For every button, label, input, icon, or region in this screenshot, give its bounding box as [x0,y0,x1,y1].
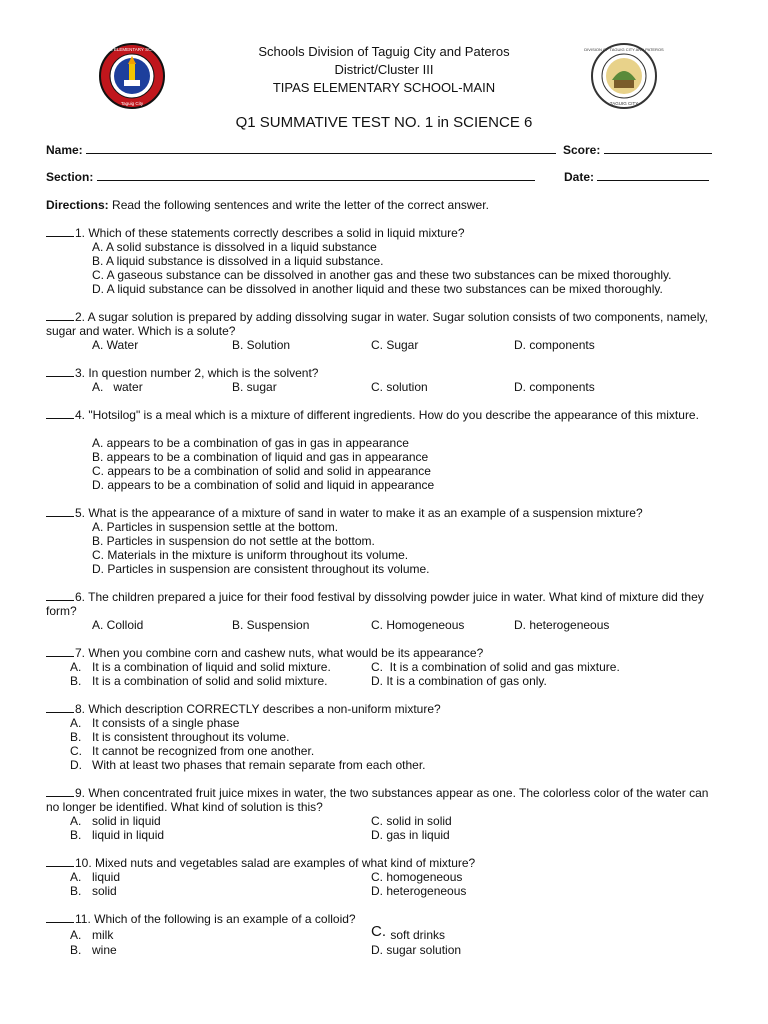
question-text: 10. Mixed nuts and vegetables salad are examples of what kind of mixture? [75,856,476,870]
right-logo-sub: TAGUIG CITY [609,101,639,106]
division-name: Schools Division of Taguig City and Pateros [258,44,510,59]
date-field[interactable] [564,170,709,184]
score-label: Score: [563,143,601,157]
answer-blank-9[interactable] [46,786,74,797]
question-1 [46,226,718,240]
option-3d: D. components [514,380,595,394]
option-10d: D. heterogeneous [371,884,467,898]
directions [46,198,489,212]
answer-blank-11[interactable] [46,912,74,923]
answer-blank-5[interactable] [46,506,74,517]
school-name: TIPAS ELEMENTARY SCHOOL-MAIN [272,80,496,95]
left-logo-text: TIPAS ELEMENTARY SCHOOL [99,47,165,52]
option-11d: D. sugar solution [371,943,462,957]
option-5a: A. Particles in suspension settle at the bottom. [92,520,339,534]
option-4c: C. appears to be a combination of solid and solid in appearance [92,464,431,478]
answer-blank-4[interactable] [46,408,74,419]
option-3b: B. sugar [232,380,277,394]
option-6d: D. heterogeneous [514,618,610,632]
question-7 [46,646,718,660]
answer-blank-2[interactable] [46,310,74,321]
option-8c: It cannot be recognized from one another. [92,744,315,758]
option-1c: C. A gaseous substance can be dissolved in another gas and these two substances can be mixed thoroughly. [92,268,672,282]
option-9c: C. solid in solid [371,814,452,828]
option-4a: A. appears to be a combination of gas in gas in appearance [92,436,409,450]
question-10 [46,856,718,870]
question-8 [46,702,718,716]
right-logo-text: DIVISION OF TAGUIG CITY AND PATEROS [584,47,664,52]
option-7d: D. It is a combination of gas only. [371,674,547,688]
option-8a-letter: A. [70,716,82,730]
answer-blank-1[interactable] [46,226,74,237]
question-2 [46,310,718,338]
option-4b: B. appears to be a combination of liquid and gas in appearance [92,450,429,464]
option-2a: A. Water [92,338,139,352]
option-8a: It consists of a single phase [92,716,240,730]
question-text: 5. What is the appearance of a mixture of sand in water to make it as an example of a suspension mixture? [75,506,643,520]
option-11c-letter: C. [371,923,386,940]
option-3a: A. water [92,380,143,394]
option-5c: C. Materials in the mixture is uniform throughout its volume. [92,548,409,562]
date-blank[interactable] [597,170,709,181]
district-name: District/Cluster III [334,62,434,77]
option-8b-letter: B. [70,730,82,744]
option-9a: solid in liquid [92,814,161,828]
option-4d: D. appears to be a combination of solid and liquid in appearance [92,478,435,492]
directions-text: Read the following sentences and write the letter of the correct answer. [108,198,489,212]
option-7a-letter: A. [70,660,82,674]
question-text: 3. In question number 2, which is the solvent? [75,366,319,380]
section-blank[interactable] [97,170,535,181]
option-11a: milk [92,928,114,942]
option-7b-letter: B. [70,674,82,688]
option-6a: A. Colloid [92,618,144,632]
option-9b: liquid in liquid [92,828,165,842]
option-11a-letter: A. [70,928,82,942]
option-10a: liquid [92,870,121,884]
name-field[interactable] [46,143,556,157]
question-text: 8. Which description CORRECTLY describes a non-uniform mixture? [75,702,441,716]
question-text: 1. Which of these statements correctly describes a solid in liquid mixture? [75,226,465,240]
option-8d: With at least two phases that remain separate from each other. [92,758,426,772]
option-2c: C. Sugar [371,338,419,352]
option-7c: C. It is a combination of solid and gas mixture. [371,660,620,674]
option-9b-letter: B. [70,828,82,842]
question-6 [46,590,718,618]
option-8c-letter: C. [70,744,82,758]
answer-blank-8[interactable] [46,702,74,713]
question-3 [46,366,718,380]
option-1a: A. A solid substance is dissolved in a liquid substance [92,240,377,254]
option-1b: B. A liquid substance is dissolved in a liquid substance. [92,254,384,268]
option-10c: C. homogeneous [371,870,463,884]
option-9d: D. gas in liquid [371,828,450,842]
section-label: Section: [46,170,94,184]
option-10a-letter: A. [70,870,82,884]
option-11c: soft drinks [387,928,446,942]
option-1d: D. A liquid substance can be dissolved in another liquid and these two substances can be mixed thoroughly. [92,282,663,296]
answer-blank-7[interactable] [46,646,74,657]
question-4 [46,408,718,422]
option-7a: It is a combination of liquid and solid mixture. [92,660,331,674]
section-field[interactable] [46,170,535,184]
answer-blank-6[interactable] [46,590,74,601]
question-text: 11. Which of the following is an example of a colloid? [75,912,356,926]
question-5 [46,506,718,520]
option-10b: solid [92,884,117,898]
answer-blank-10[interactable] [46,856,74,867]
option-11b-letter: B. [70,943,82,957]
test-title: Q1 SUMMATIVE TEST NO. 1 in SCIENCE 6 [235,114,533,131]
option-11b: wine [92,943,117,957]
score-field[interactable] [563,143,712,157]
option-9a-letter: A. [70,814,82,828]
option-6c: C. Homogeneous [371,618,465,632]
option-8b: It is consistent throughout its volume. [92,730,290,744]
question-text: 9. When concentrated fruit juice mixes in water, the two substances appear as one. The colorless color of the water can no longer be identified. What kind of solution is this? [46,786,709,814]
question-9 [46,786,718,814]
option-10b-letter: B. [70,884,82,898]
question-text: 6. The children prepared a juice for their food festival by dissolving powder juice in water. What kind of mixture did they form? [46,590,704,618]
left-logo-sub: Taguig City [120,101,144,106]
option-2b: B. Solution [232,338,291,352]
score-blank[interactable] [604,143,712,154]
option-3c: C. solution [371,380,428,394]
question-text: 7. When you combine corn and cashew nuts, what would be its appearance? [75,646,484,660]
option-5b: B. Particles in suspension do not settle at the bottom. [92,534,375,548]
date-label: Date: [564,170,595,184]
name-blank[interactable] [86,143,556,154]
question-text: 2. A sugar solution is prepared by adding dissolving sugar in water. Sugar solution consists of two components, namely, sugar and water. Which is a solute? [46,310,708,338]
option-2d: D. components [514,338,595,352]
answer-blank-3[interactable] [46,366,74,377]
option-6b: B. Suspension [232,618,310,632]
option-8d-letter: D. [70,758,82,772]
directions-label: Directions: [46,198,109,212]
option-7b: It is a combination of solid and solid mixture. [92,674,328,688]
question-text: 4. "Hotsilog" is a meal which is a mixture of different ingredients. How do you describe the appearance of this mixture. [75,408,699,422]
name-label: Name: [46,143,83,157]
option-5d: D. Particles in suspension are consistent throughout its volume. [92,562,430,576]
